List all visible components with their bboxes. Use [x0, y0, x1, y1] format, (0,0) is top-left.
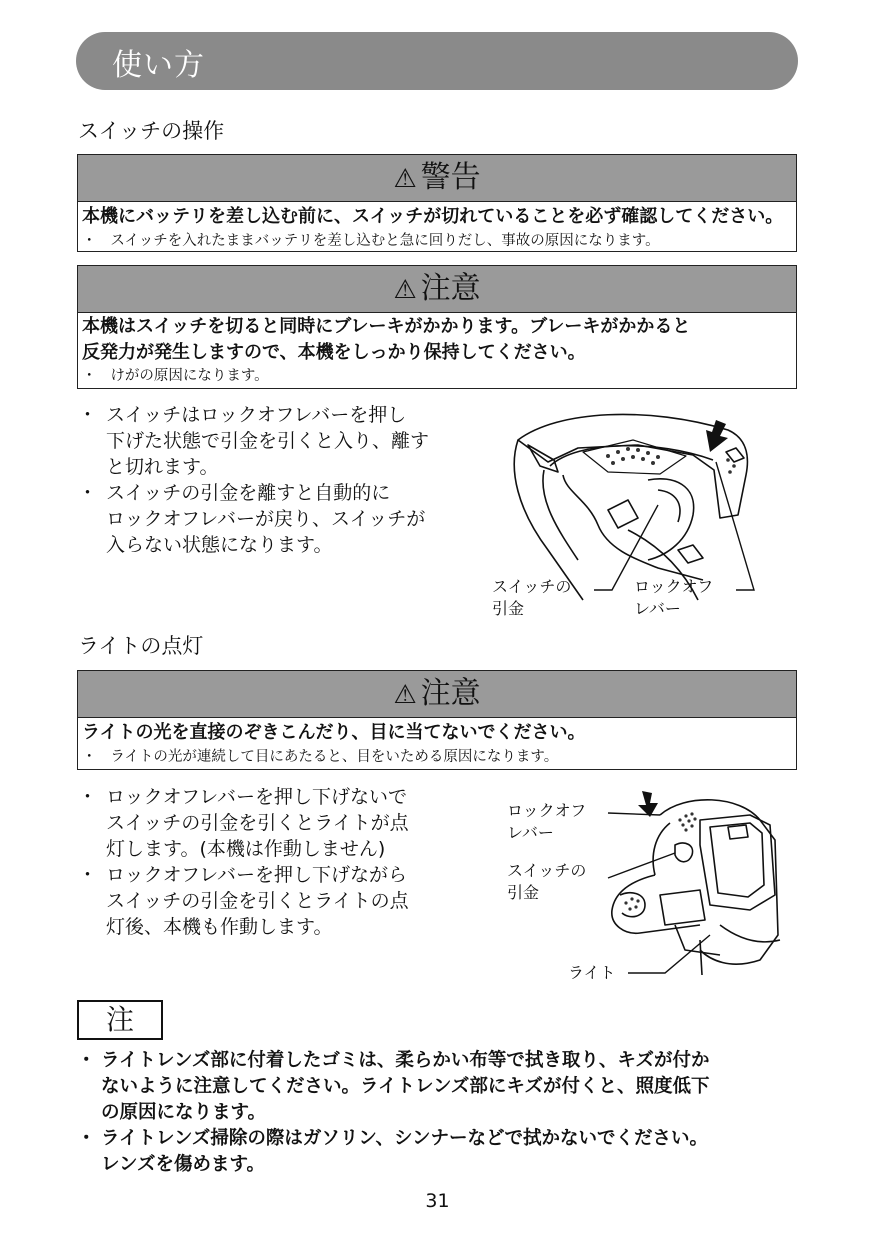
caution-header [78, 671, 796, 718]
list-item: ・ スイッチの引金を離すと自動的に ロックオフレバーが戻り、スイッチが 入らない状態になります。 [78, 482, 426, 556]
switch-bullet-list [78, 402, 473, 558]
note-title: 注 [77, 1000, 163, 1040]
caution-sub-text: ・ ライトの光が連続して目にあたると、目をいためる原因になります。 [82, 749, 559, 765]
page-number: 31 [425, 1190, 450, 1212]
warning-label: 警告 [420, 160, 481, 195]
arrow-down-icon [638, 791, 658, 817]
section-title-switch: スイッチの操作 [78, 119, 225, 143]
light-bullet-list [78, 784, 478, 940]
trigger-label: スイッチの 引金 [492, 577, 572, 618]
caution-sub-text: ・ けがの原因になります。 [82, 368, 269, 384]
list-item: ・ ロックオフレバーを押し下げないで スイッチの引金を引くとライトが点 灯します。(本機は作動しません) [78, 786, 409, 860]
section-title-light: ライトの点灯 [78, 634, 204, 658]
caution-label: 注意 [420, 271, 481, 306]
list-item: ・ スイッチはロックオフレバーを押し 下げた状態で引金を引くと入り、離す と切れます。 [78, 404, 430, 478]
warning-triangle-icon: ⚠ [393, 275, 417, 305]
warning-triangle-icon: ⚠ [393, 164, 417, 194]
caution-main-text: ライトの光を直接のぞきこんだり、目に当てないでください。 [82, 722, 586, 743]
page-title: 使い方 [112, 48, 205, 83]
warning-box [77, 154, 797, 252]
light-illustration [600, 785, 800, 985]
warning-main-text: 本機にバッテリを差し込む前に、スイッチが切れていることを必ず確認してください。 [82, 206, 784, 227]
caution-box-switch [77, 265, 797, 389]
trigger-label-2: スイッチの 引金 [507, 861, 587, 902]
caution-header [78, 266, 796, 313]
warning-triangle-icon: ⚠ [393, 680, 417, 710]
caution-label: 注意 [420, 676, 481, 711]
header-banner [76, 32, 798, 90]
lock-off-lever-label: ロックオフ レバー [634, 577, 714, 618]
lock-off-lever-label-2: ロックオフ レバー [507, 801, 587, 842]
caution-box-light [77, 670, 797, 770]
warning-header [78, 155, 796, 202]
list-item: ・ ロックオフレバーを押し下げながら スイッチの引金を引くとライトの点 灯後、本機も作動します。 [78, 864, 409, 938]
list-item: ・ ライトレンズ掃除の際はガソリン、シンナーなどで拭かないでください。 レンズを傷めます。 [77, 1128, 708, 1175]
caution-main-line-2: 反発力が発生しますので、本機をしっかり保持してください。 [82, 342, 586, 363]
warning-sub-text: ・ スイッチを入れたままバッテリを差し込むと急に回りだし、事故の原因になります。 [82, 233, 660, 249]
light-label: ライト [568, 963, 616, 982]
list-item: ・ ライトレンズ部に付着したゴミは、柔らかい布等で拭き取り、キズが付か ないように注意してください。ライトレンズ部にキズが付くと、照度低下 の原因になります。 [77, 1050, 710, 1123]
note-list [77, 1048, 797, 1178]
caution-main-line-1: 本機はスイッチを切ると同時にブレーキがかかります。ブレーキがかかると [82, 316, 691, 337]
